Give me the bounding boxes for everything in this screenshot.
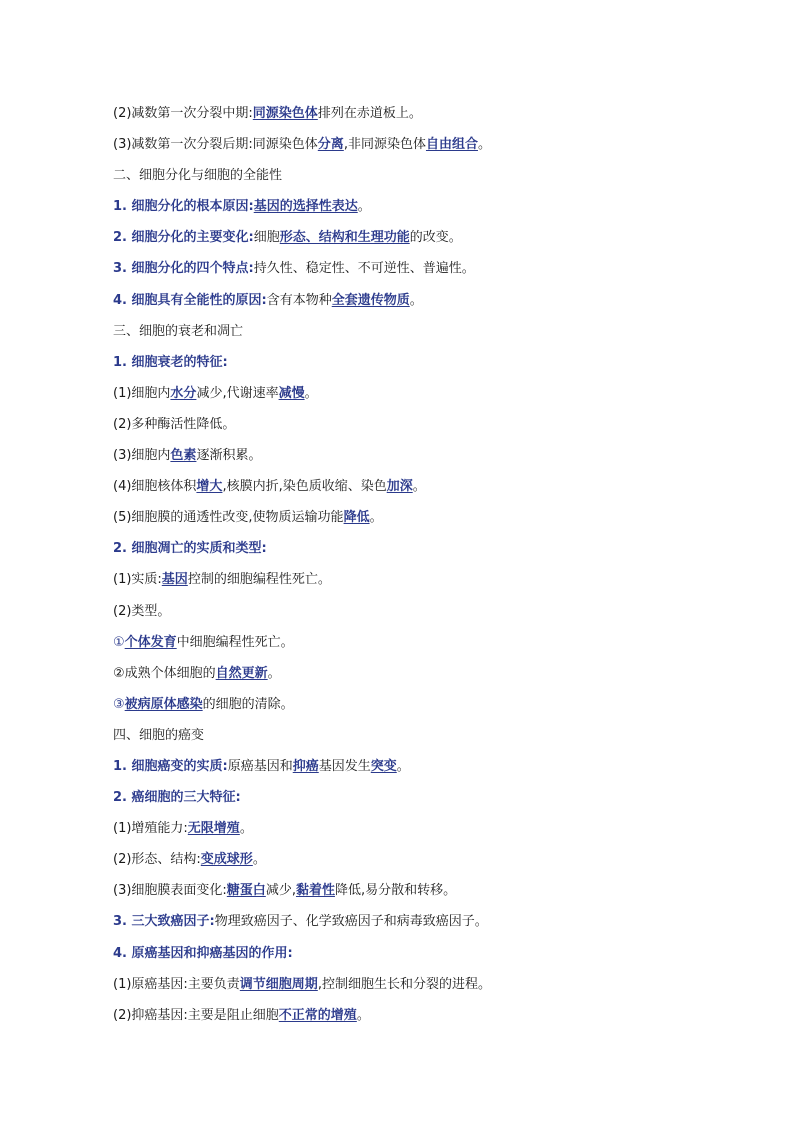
line-text: ,核膜内折,染色质收缩、染色 bbox=[222, 479, 387, 495]
answer-text: 自然更新 bbox=[215, 665, 268, 681]
item-heading: 4. 细胞具有全能性的原因: bbox=[113, 292, 267, 308]
text-line bbox=[113, 689, 693, 720]
line-text: (1)细胞内 bbox=[113, 385, 171, 401]
answer-text: 基因 bbox=[161, 572, 188, 588]
answer-text: 增大 bbox=[196, 479, 223, 495]
answer-text: 调节细胞周期 bbox=[239, 976, 318, 992]
line-text: 降低,易分散和转移。 bbox=[334, 883, 457, 899]
line-text: 减少,代谢速率 bbox=[196, 385, 279, 401]
text-line bbox=[113, 844, 693, 875]
text-line bbox=[113, 875, 693, 906]
text-line bbox=[113, 658, 693, 689]
line-text: 。 bbox=[267, 665, 281, 681]
answer-text: 被病原体感染 bbox=[124, 696, 203, 712]
line-text: 。 bbox=[304, 385, 318, 401]
answer-text: 抑癌 bbox=[292, 758, 319, 774]
line-text: (1)增殖能力: bbox=[113, 821, 188, 837]
answer-text: 同源染色体 bbox=[252, 106, 318, 121]
answer-text: 不正常的增殖 bbox=[278, 1007, 357, 1023]
text-line bbox=[113, 502, 693, 533]
line-text: 持久性、稳定性、不可逆性、普遍性。 bbox=[253, 261, 475, 277]
line-text: 。 bbox=[477, 137, 491, 153]
answer-text: 自由组合 bbox=[425, 137, 478, 153]
answer-text: 形态、结构和生理功能 bbox=[279, 230, 410, 246]
answer-text: 基因的选择性表达 bbox=[253, 199, 358, 215]
line-text: 原癌基因和 bbox=[227, 758, 293, 774]
answer-text: 水分 bbox=[170, 385, 197, 401]
line-text: 的改变。 bbox=[409, 230, 462, 246]
text-line bbox=[113, 564, 693, 595]
line-text: 。 bbox=[239, 821, 253, 837]
answer-text: 突变 bbox=[370, 758, 397, 774]
answer-text: 黏着性 bbox=[295, 883, 335, 899]
text-line bbox=[113, 409, 693, 440]
section-heading bbox=[113, 160, 693, 191]
line-text: 减少, bbox=[265, 883, 296, 899]
answer-text: 减慢 bbox=[278, 385, 305, 401]
text-line bbox=[113, 222, 693, 253]
answer-text: 降低 bbox=[343, 510, 370, 526]
line-text: (2)减数第一次分裂中期: bbox=[113, 106, 253, 121]
line-text: (4)细胞核体积 bbox=[113, 479, 197, 495]
item-heading: 1. 细胞分化的根本原因: bbox=[113, 199, 254, 215]
line-text: 逐渐积累。 bbox=[196, 448, 262, 464]
line-text: (2)类型。 bbox=[113, 603, 171, 619]
line-text: 的细胞的清除。 bbox=[202, 696, 294, 712]
answer-text: 色素 bbox=[170, 448, 197, 464]
line-text: ③ bbox=[113, 696, 125, 712]
line-text: ① bbox=[113, 634, 125, 650]
answer-text: 变成球形 bbox=[200, 852, 253, 868]
text-line bbox=[113, 440, 693, 471]
line-text: (1)实质: bbox=[113, 572, 162, 588]
item-heading: 2. 癌细胞的三大特征: bbox=[113, 790, 241, 806]
text-line bbox=[113, 533, 693, 564]
line-text: 。 bbox=[356, 1007, 370, 1023]
section-heading bbox=[113, 316, 693, 347]
line-text: (1)原癌基因:主要负责 bbox=[113, 976, 240, 992]
text-line bbox=[113, 129, 693, 160]
line-text: 。 bbox=[409, 292, 423, 308]
line-text: 。 bbox=[369, 510, 383, 526]
text-line bbox=[113, 938, 693, 969]
item-heading: 1. 细胞衰老的特征: bbox=[113, 354, 228, 370]
line-text: ,非同源染色体 bbox=[343, 137, 426, 153]
item-heading: 4. 原癌基因和抑癌基因的作用: bbox=[113, 945, 293, 961]
text-line bbox=[113, 471, 693, 502]
answer-text: 糖蛋白 bbox=[226, 883, 266, 899]
line-text: 含有本物种 bbox=[266, 292, 332, 308]
answer-text: 全套遗传物质 bbox=[331, 292, 410, 308]
line-text: 。 bbox=[396, 758, 410, 774]
text-line bbox=[113, 782, 693, 813]
line-text: 排列在赤道板上。 bbox=[317, 106, 422, 121]
line-text: (2)抑癌基因:主要是阻止细胞 bbox=[113, 1007, 279, 1023]
line-text: 四、细胞的癌变 bbox=[113, 727, 205, 743]
answer-text: 个体发育 bbox=[124, 634, 177, 650]
line-text: 中细胞编程性死亡。 bbox=[176, 634, 294, 650]
line-text: ②成熟个体细胞的 bbox=[113, 665, 216, 681]
line-text: (2)形态、结构: bbox=[113, 852, 201, 868]
answer-text: 分离 bbox=[317, 137, 344, 153]
document-body bbox=[113, 98, 693, 1031]
line-text: 细胞 bbox=[253, 230, 280, 246]
line-text: (3)细胞膜表面变化: bbox=[113, 883, 227, 899]
answer-text: 无限增殖 bbox=[187, 821, 240, 837]
line-text: 控制的细胞编程性死亡。 bbox=[187, 572, 331, 588]
text-line bbox=[113, 347, 693, 378]
section-heading bbox=[113, 720, 693, 751]
text-line bbox=[113, 813, 693, 844]
answer-text: 加深 bbox=[386, 479, 413, 495]
line-text: 物理致癌因子、化学致癌因子和病毒致癌因子。 bbox=[214, 914, 488, 930]
line-text: (2)多种酶活性降低。 bbox=[113, 416, 236, 432]
line-text: (3)减数第一次分裂后期:同源染色体 bbox=[113, 137, 318, 153]
line-text: (3)细胞内 bbox=[113, 448, 171, 464]
item-heading: 2. 细胞凋亡的实质和类型: bbox=[113, 541, 267, 557]
text-line bbox=[113, 627, 693, 658]
item-heading: 3. 三大致癌因子: bbox=[113, 914, 215, 930]
line-text: (5)细胞膜的通透性改变,使物质运输功能 bbox=[113, 510, 344, 526]
text-line bbox=[113, 378, 693, 409]
text-line bbox=[113, 253, 693, 284]
text-line bbox=[113, 969, 693, 1000]
text-line bbox=[113, 906, 693, 937]
line-text: 。 bbox=[252, 852, 266, 868]
text-line bbox=[113, 1000, 693, 1031]
text-line bbox=[113, 191, 693, 222]
text-line bbox=[113, 285, 693, 316]
item-heading: 3. 细胞分化的四个特点: bbox=[113, 261, 254, 277]
item-heading: 1. 细胞癌变的实质: bbox=[113, 758, 228, 774]
item-heading: 2. 细胞分化的主要变化: bbox=[113, 230, 254, 246]
text-line bbox=[113, 98, 693, 129]
line-text: 基因发生 bbox=[318, 758, 371, 774]
text-line bbox=[113, 751, 693, 782]
line-text: 二、细胞分化与细胞的全能性 bbox=[113, 168, 283, 184]
line-text: 。 bbox=[412, 479, 426, 495]
line-text: 三、细胞的衰老和凋亡 bbox=[113, 323, 244, 339]
line-text: ,控制细胞生长和分裂的进程。 bbox=[317, 976, 491, 992]
text-line bbox=[113, 596, 693, 627]
line-text: 。 bbox=[357, 199, 371, 215]
